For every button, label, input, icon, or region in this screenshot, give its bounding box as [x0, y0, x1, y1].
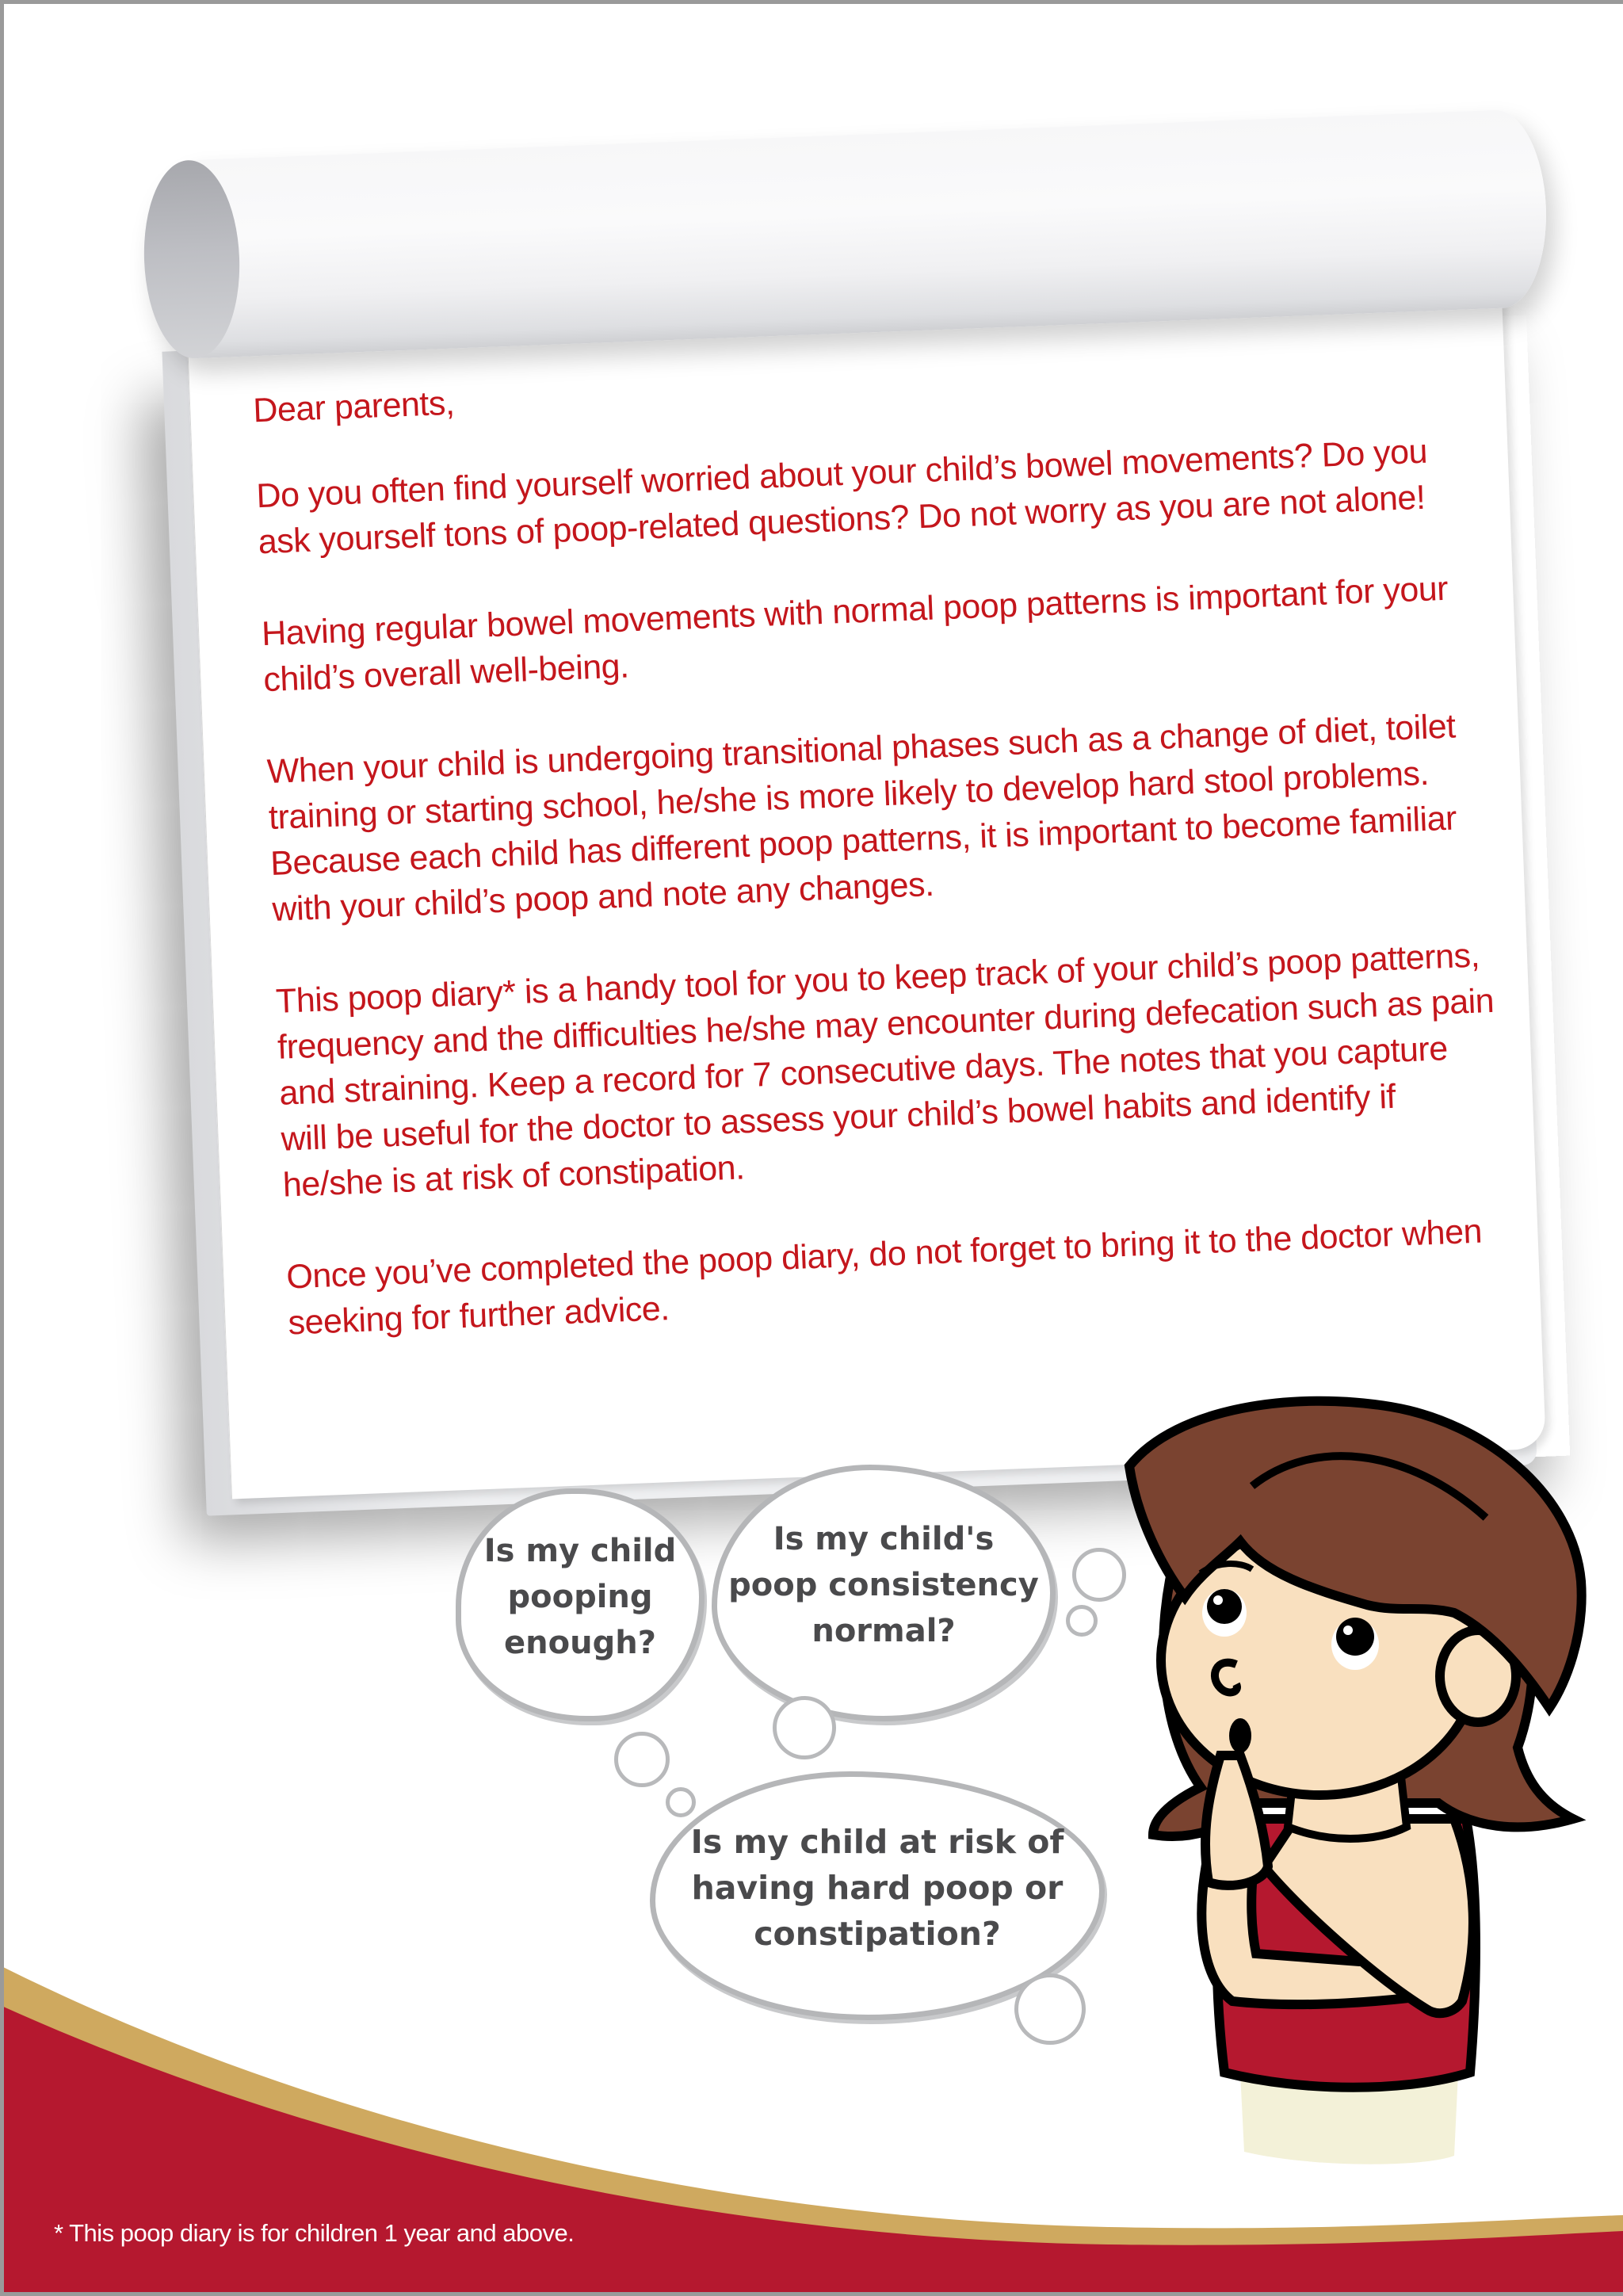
- letter-paragraph-5: Once you’ve completed the poop diary, do not forget to bring it to the doctor when seeking for further advice.: [285, 1212, 1483, 1343]
- thought-dot-icon: [614, 1732, 670, 1787]
- thought-line: Is my child: [483, 1533, 677, 1569]
- thought-dot-icon: [773, 1696, 836, 1759]
- thought-bubble-pooping-enough: [456, 1488, 705, 1721]
- letter-notepad: [132, 108, 1602, 1540]
- letter-paragraph-1: Do you often find yourself worried about your child’s bowel movements? Do you ask yourself tons of poop-related questions? Do not worry as you are not alone!: [255, 432, 1428, 562]
- letter-paragraph-3: When your child is undergoing transitional phases such as a change of diet, toilet training or starting school, he/she is more likely to develop hard stool problems. Because each child has different poop patterns, it is important to become familiar with your child’s poop and note any changes.: [265, 707, 1457, 929]
- thought-line: enough?: [504, 1625, 656, 1661]
- footnote: * This poop diary is for children 1 year and above.: [54, 2219, 575, 2247]
- thought-line: having hard poop or: [691, 1869, 1064, 1907]
- thought-line: Is my child at risk of: [690, 1823, 1064, 1861]
- thought-text: [728, 1516, 1039, 1670]
- thought-text: [484, 1528, 677, 1682]
- thinking-girl-illustration: [1106, 1375, 1597, 2183]
- letter-paragraph-2: Having regular bowel movements with normal poop patterns is important for your child’s overall well-being.: [261, 569, 1449, 700]
- thought-line: Is my child's: [773, 1521, 995, 1557]
- thought-line: normal?: [812, 1613, 956, 1649]
- letter-paragraph-4: This poop diary* is a handy tool for you to keep track of your child’s poop patterns, frequency and the difficulties he/she may encounter during defecation such as pain and straining. Keep a record for 7 consecutive days. The notes that you capture will be useful for the doctor to assess your child’s bowel habits and identify if he/she is at risk of constipation.: [275, 936, 1495, 1205]
- letter-body: [252, 341, 1510, 1392]
- thought-line: constipation?: [754, 1915, 1001, 1953]
- letter-greeting: Dear parents,: [252, 384, 456, 430]
- thought-line: pooping: [507, 1579, 653, 1615]
- thought-dot-icon: [666, 1787, 696, 1817]
- thought-line: poop consistency: [728, 1567, 1039, 1603]
- thought-dot-icon: [1066, 1605, 1098, 1637]
